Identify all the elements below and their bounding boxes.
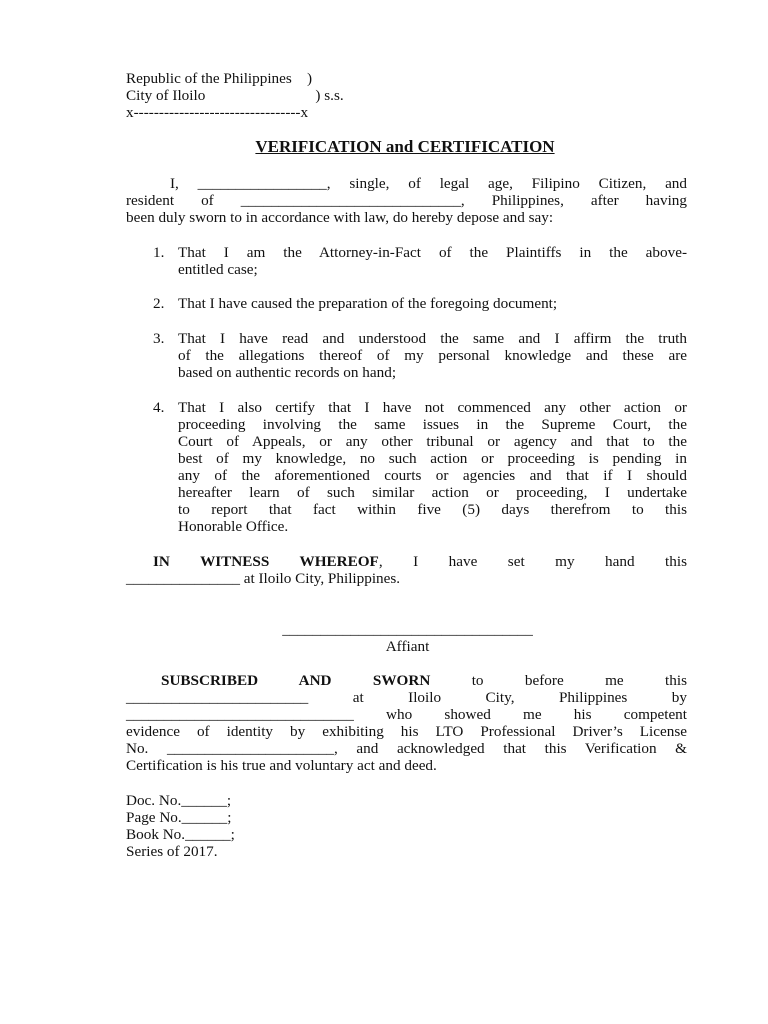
witness-text: , I have set my hand this (378, 553, 687, 570)
witness-line-1 (153, 553, 687, 570)
doc-number: Doc. No.______; (126, 792, 232, 809)
signature-line: _________________________________ (282, 621, 533, 638)
witness-heading: IN WITNESS WHEREOF (153, 553, 379, 570)
item-line: based on authentic records on hand; (178, 364, 397, 381)
caption-divider: x---------------------------------x (126, 104, 309, 121)
item-line: That I have read and understood the same and I affirm the truth (178, 330, 687, 347)
book-number: Book No.______; (126, 826, 235, 843)
series-year: Series of 2017. (126, 843, 218, 860)
list-item (178, 295, 687, 312)
item-line: proceeding involving the same issues in the Supreme Court, the (178, 416, 687, 433)
item-line: Honorable Office. (178, 518, 289, 535)
affiant-label: Affiant (385, 638, 430, 655)
jurat-line-3: ______________________________ who showed me his competent (126, 706, 687, 723)
item-line: to report that fact within five (5) days therefrom to this (178, 501, 687, 518)
jurat-line-5: No. ______________________, and acknowledged that this Verification & (126, 740, 687, 757)
intro-line-3: been duly sworn to in accordance with law, do hereby depose and say: (126, 209, 554, 226)
item-number: 2. (153, 295, 165, 312)
jurat-heading: SUBSCRIBED AND SWORN (161, 672, 431, 689)
jurat-line-1 (161, 672, 687, 689)
item-line: of the allegations thereof of my personal knowledge and these are (178, 347, 687, 364)
jurat-text: to before me this (430, 672, 687, 689)
item-line: any of the aforementioned courts or agencies and that if I should (178, 467, 687, 484)
witness-line-2: _______________ at Iloilo City, Philippines. (126, 570, 401, 587)
item-line: best of my knowledge, no such action or proceeding is pending in (178, 450, 687, 467)
intro-line-2: resident of _____________________________, Philippines, after having (126, 192, 687, 209)
caption-republic: Republic of the Philippines ) (126, 70, 313, 87)
jurat-line-6: Certification is his true and voluntary act and deed. (126, 757, 437, 774)
item-line: That I also certify that I have not commenced any other action or (178, 399, 687, 416)
item-line: hereafter learn of such similar action or proceeding, I undertake (178, 484, 687, 501)
document-title: VERIFICATION and CERTIFICATION (255, 137, 555, 156)
list-item (178, 330, 687, 381)
jurat-line-4: evidence of identity by exhibiting his LTO Professional Driver’s License (126, 723, 687, 740)
item-line: entitled case; (178, 261, 258, 278)
item-number: 1. (153, 244, 165, 261)
item-number: 3. (153, 330, 165, 347)
item-number: 4. (153, 399, 165, 416)
page-number: Page No.______; (126, 809, 232, 826)
item-line: Court of Appeals, or any other tribunal or agency and that to the (178, 433, 687, 450)
caption-city: City of Iloilo ) s.s. (126, 87, 344, 104)
list-item (178, 244, 687, 278)
item-line: That I am the Attorney-in-Fact of the Plaintiffs in the above- (178, 244, 687, 261)
intro-line-1: I, _________________, single, of legal age, Filipino Citizen, and (170, 175, 687, 192)
list-item (178, 399, 687, 535)
item-line: That I have caused the preparation of the foregoing document; (178, 295, 558, 312)
jurat-line-2: ________________________ at Iloilo City, Philippines by (126, 689, 687, 706)
